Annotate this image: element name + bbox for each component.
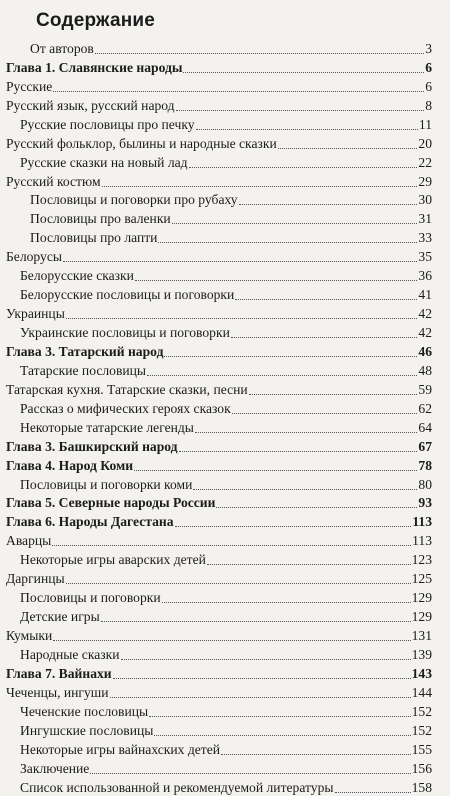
dot-leader: [196, 129, 418, 130]
dot-leader: [52, 545, 411, 546]
toc-entry: [6, 777, 432, 796]
entry-page-number: 143: [411, 665, 432, 681]
entry-title: Белорусские сказки: [20, 268, 134, 284]
toc-entry: [6, 530, 432, 549]
entry-page-number: 31: [418, 211, 432, 227]
entry-page-number: 48: [418, 362, 432, 378]
toc-entry: [6, 133, 432, 152]
toc-heading: Содержание: [36, 10, 156, 31]
entry-page-number: 30: [418, 192, 432, 208]
toc-entry: [6, 208, 432, 227]
dot-leader: [90, 773, 410, 774]
entry-title: Русский язык, русский народ: [6, 97, 175, 113]
dot-leader: [232, 413, 418, 414]
entry-page-number: 139: [411, 646, 432, 662]
entry-page-number: 67: [418, 438, 432, 454]
entry-page-number: 8: [425, 97, 432, 113]
entry-title: Глава 3. Башкирский народ: [6, 438, 178, 454]
chapter-entry: [6, 341, 432, 360]
dot-leader: [113, 678, 411, 679]
entry-title: Аварцы: [6, 533, 52, 549]
dot-leader: [235, 299, 417, 300]
entry-title: Глава 5. Северные народы России: [6, 495, 216, 511]
entry-title: Глава 4. Народ Коми: [6, 457, 134, 473]
dot-leader: [53, 91, 424, 92]
entry-page-number: 11: [418, 116, 432, 132]
entry-title: Ингушские пословицы: [20, 722, 154, 738]
toc-entry: [6, 227, 432, 246]
dot-leader: [207, 564, 411, 565]
entry-page-number: 144: [411, 684, 432, 700]
entry-page-number: 62: [418, 400, 432, 416]
dot-leader: [102, 186, 418, 187]
dot-leader: [121, 659, 411, 660]
toc-entry: [6, 284, 432, 303]
toc-entry: [6, 474, 432, 493]
entry-title: Чеченские пословицы: [20, 703, 149, 719]
toc-entry: [6, 701, 432, 720]
dot-leader: [66, 318, 418, 319]
entry-page-number: 29: [418, 173, 432, 189]
dot-leader: [158, 242, 417, 243]
entry-page-number: 20: [418, 135, 432, 151]
dot-leader: [162, 602, 411, 603]
toc-entry: [6, 95, 432, 114]
entry-page-number: 22: [418, 154, 432, 170]
toc-entry: [6, 265, 432, 284]
dot-leader: [249, 394, 418, 395]
entry-page-number: 113: [412, 514, 432, 530]
entry-page-number: 46: [418, 343, 432, 359]
entry-title: Пословицы и поговорки: [20, 590, 161, 606]
dot-leader: [135, 280, 417, 281]
entry-title: Пословицы и поговорки про рубаху: [30, 192, 238, 208]
entry-title: Татарские пословицы: [20, 362, 147, 378]
entry-title: Чеченцы, ингуши: [6, 684, 109, 700]
entry-title: Рассказ о мифических героях сказок: [20, 400, 231, 416]
entry-title: Украинские пословицы и поговорки: [20, 325, 230, 340]
dot-leader: [63, 261, 417, 262]
dot-leader: [183, 72, 424, 73]
dot-leader: [189, 167, 418, 168]
dot-leader: [175, 526, 412, 527]
entry-page-number: 80: [418, 476, 432, 492]
toc-entry: [6, 758, 432, 777]
dot-leader: [101, 621, 411, 622]
entry-page-number: 131: [411, 628, 432, 643]
toc-entry: [6, 587, 432, 606]
entry-page-number: 35: [418, 249, 432, 265]
chapter-entry: [6, 455, 432, 474]
toc-entry: [6, 644, 432, 663]
entry-page-number: 152: [411, 722, 432, 738]
toc-entry: [6, 379, 432, 398]
entry-page-number: 42: [418, 325, 432, 340]
entry-title: Белорусы: [6, 249, 63, 265]
entry-page-number: 42: [418, 306, 432, 322]
entry-title: Русские пословицы про печку: [20, 116, 195, 132]
toc-entry: [6, 682, 432, 701]
toc-entry: [6, 38, 432, 57]
toc-entry: [6, 190, 432, 209]
dot-leader: [110, 697, 411, 698]
toc-entry: [6, 398, 432, 417]
entry-page-number: 64: [418, 419, 432, 435]
entry-title: Русский костюм: [6, 173, 101, 189]
entry-title: Даргинцы: [6, 571, 65, 587]
toc-entry: [6, 549, 432, 568]
entry-title: Детские игры: [20, 609, 100, 625]
entry-title: Кумыки: [6, 628, 53, 643]
toc-entry: [6, 152, 432, 171]
entry-page-number: 113: [412, 533, 432, 549]
entry-page-number: 36: [418, 268, 432, 284]
entry-title: Некоторые игры вайнахских детей: [20, 741, 221, 757]
entry-title: Пословицы про валенки: [30, 211, 171, 227]
dot-leader: [134, 470, 417, 471]
entry-page-number: 93: [418, 495, 432, 511]
chapter-entry: [6, 663, 432, 682]
entry-page-number: 78: [418, 457, 432, 473]
entry-title: Народные сказки: [20, 646, 120, 662]
dot-leader: [154, 735, 410, 736]
entry-page-number: 41: [418, 287, 432, 303]
entry-page-number: 123: [411, 552, 432, 568]
dot-leader: [164, 356, 417, 357]
toc-entry: [6, 568, 432, 587]
entry-title: Глава 7. Вайнахи: [6, 665, 112, 681]
dot-leader: [239, 204, 418, 205]
toc-entry: [6, 739, 432, 758]
toc-list: [6, 38, 432, 796]
entry-title: Пословицы и поговорки коми: [20, 476, 193, 492]
chapter-entry: [6, 436, 432, 455]
dot-leader: [179, 451, 418, 452]
dot-leader: [221, 754, 411, 755]
dot-leader: [66, 583, 411, 584]
toc-entry: [6, 360, 432, 379]
dot-leader: [216, 507, 417, 508]
toc-entry: [6, 171, 432, 190]
toc-entry: [6, 76, 432, 95]
chapter-entry: [6, 57, 432, 76]
dot-leader: [193, 489, 417, 490]
entry-page-number: 33: [418, 230, 432, 246]
entry-title: Некоторые татарские легенды: [20, 419, 194, 435]
dot-leader: [172, 223, 418, 224]
entry-page-number: 6: [425, 59, 432, 75]
entry-page-number: 129: [411, 590, 432, 606]
dot-leader: [278, 148, 418, 149]
entry-title: Некоторые игры аварских детей: [20, 552, 206, 568]
entry-title: Глава 3. Татарский народ: [6, 343, 164, 359]
entry-title: Русские сказки на новый лад: [20, 154, 188, 170]
dot-leader: [176, 110, 425, 111]
dot-leader: [95, 53, 424, 54]
entry-title: Глава 6. Народы Дагестана: [6, 514, 174, 530]
entry-title: Список использованной и рекомендуемой литературы: [20, 779, 334, 795]
dot-leader: [195, 432, 417, 433]
entry-title: От авторов: [30, 40, 94, 56]
entry-page-number: 158: [411, 779, 432, 795]
toc-entry: [6, 625, 432, 644]
chapter-entry: [6, 511, 432, 530]
entry-title: Белорусские пословицы и поговорки: [20, 287, 235, 303]
dot-leader: [53, 640, 410, 641]
dot-leader: [147, 375, 417, 376]
entry-title: Татарская кухня. Татарские сказки, песни: [6, 381, 248, 397]
entry-page-number: 129: [411, 609, 432, 625]
entry-page-number: 125: [411, 571, 432, 587]
toc-entry: [6, 246, 432, 265]
chapter-entry: [6, 493, 432, 512]
dot-leader: [335, 792, 411, 793]
entry-page-number: 6: [425, 78, 432, 94]
entry-title: Русские: [6, 78, 53, 94]
entry-title: Глава 1. Славянские народы: [6, 59, 183, 75]
entry-page-number: 155: [411, 741, 432, 757]
dot-leader: [231, 337, 418, 338]
entry-page-number: 3: [425, 40, 432, 56]
toc-entry: [6, 417, 432, 436]
toc-entry: [6, 303, 432, 322]
toc-entry: [6, 114, 432, 133]
toc-entry: [6, 322, 432, 341]
entry-page-number: 152: [411, 703, 432, 719]
entry-page-number: 156: [411, 760, 432, 776]
entry-title: Украинцы: [6, 306, 65, 322]
entry-title: Русский фольклор, былины и народные сказки: [6, 135, 277, 151]
entry-title: Пословицы про лапти: [30, 230, 158, 246]
entry-page-number: 59: [418, 381, 432, 397]
dot-leader: [149, 716, 410, 717]
entry-title: Заключение: [20, 760, 90, 776]
toc-entry: [6, 720, 432, 739]
toc-entry: [6, 606, 432, 625]
